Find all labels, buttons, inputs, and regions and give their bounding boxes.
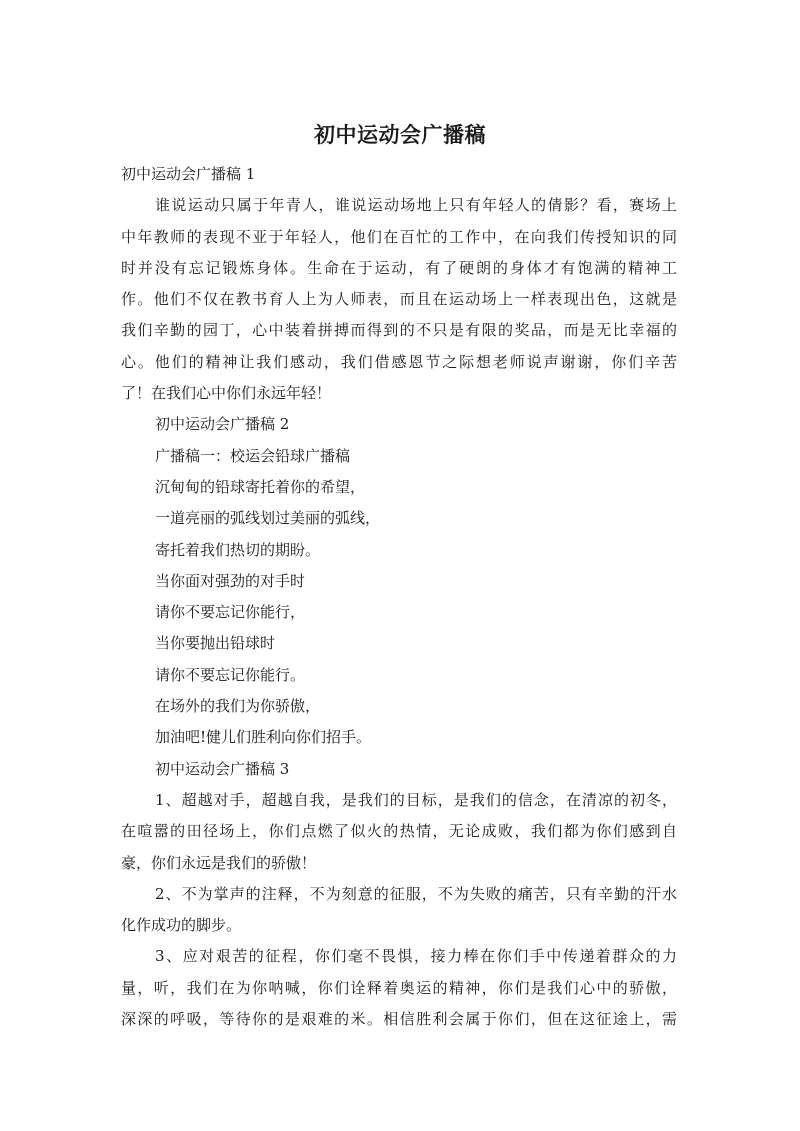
poem-line: 在场外的我们为你骄傲， xyxy=(155,697,321,716)
item-3-line: 3、应对艰苦的征程，你们毫不畏惧，接力棒在你们手中传递着群众的力 xyxy=(155,947,677,966)
paragraph-line: 作。他们不仅在教书育人上为人师表，而且在运动场上一样表现出色，这就是 xyxy=(121,290,677,309)
item-2-line: 2、不为掌声的注释，不为刻意的征服，不为失败的痛苦，只有辛勤的汗水 xyxy=(155,884,677,903)
poem-line: 请你不要忘记你能行， xyxy=(155,603,306,622)
paragraph-line: 了！在我们心中你们永远年轻！ xyxy=(121,384,332,403)
item-1-line: 豪，你们永远是我们的骄傲！ xyxy=(121,853,317,872)
document-body xyxy=(121,159,677,1035)
section-heading-3: 初中运动会广播稿 3 xyxy=(155,759,290,778)
poem-line: 当你面对强劲的对手时 xyxy=(155,571,306,590)
paragraph-line: 谁说运动只属于年青人，谁说运动场地上只有年轻人的倩影？看，赛场上 xyxy=(155,196,677,215)
poem-line: 沉甸甸的铅球寄托着你的希望， xyxy=(155,477,366,496)
paragraph-line: 时并没有忘记锻炼身体。生命在于运动，有了硬朗的身体才有饱满的精神工 xyxy=(121,258,677,277)
item-3-line: 量，听，我们在为你呐喊，你们诠释着奥运的精神，你们是我们心中的骄傲， xyxy=(121,978,677,997)
item-2-line: 化作成功的脚步。 xyxy=(121,916,242,935)
section-heading-2: 初中运动会广播稿 2 xyxy=(155,415,290,434)
poem-line: 一道亮丽的弧线划过美丽的弧线， xyxy=(155,509,381,528)
document-title: 初中运动会广播稿 xyxy=(314,123,486,147)
poem-line: 寄托着我们热切的期盼。 xyxy=(155,540,321,559)
item-3-line: 深深的呼吸，等待你的是艰难的米。相信胜利会属于你们，但在这征途上，需 xyxy=(121,1010,677,1029)
poem-line: 加油吧!健儿们胜利向你们招手。 xyxy=(155,728,372,747)
item-1-line: 1、超越对手，超越自我，是我们的目标，是我们的信念，在清凉的初冬， xyxy=(155,790,677,809)
poem-line: 请你不要忘记你能行。 xyxy=(155,665,306,684)
paragraph-line: 中年教师的表现不亚于年轻人，他们在百忙的工作中，在向我们传授知识的同 xyxy=(121,227,677,246)
paragraph-line: 心。他们的精神让我们感动，我们借感恩节之际想老师说声谢谢，你们辛苦 xyxy=(121,352,677,371)
poem-line: 广播稿一：校运会铅球广播稿 xyxy=(155,446,351,465)
section-heading-1: 初中运动会广播稿 1 xyxy=(121,165,256,183)
item-1-line: 在喧嚣的田径场上，你们点燃了似火的热情，无论成败，我们都为你们感到自 xyxy=(121,822,677,841)
paragraph-line: 我们辛勤的园丁，心中装着拼搏而得到的不只是有限的奖品，而是无比幸福的 xyxy=(121,321,677,340)
poem-line: 当你要抛出铅球时 xyxy=(155,634,276,653)
